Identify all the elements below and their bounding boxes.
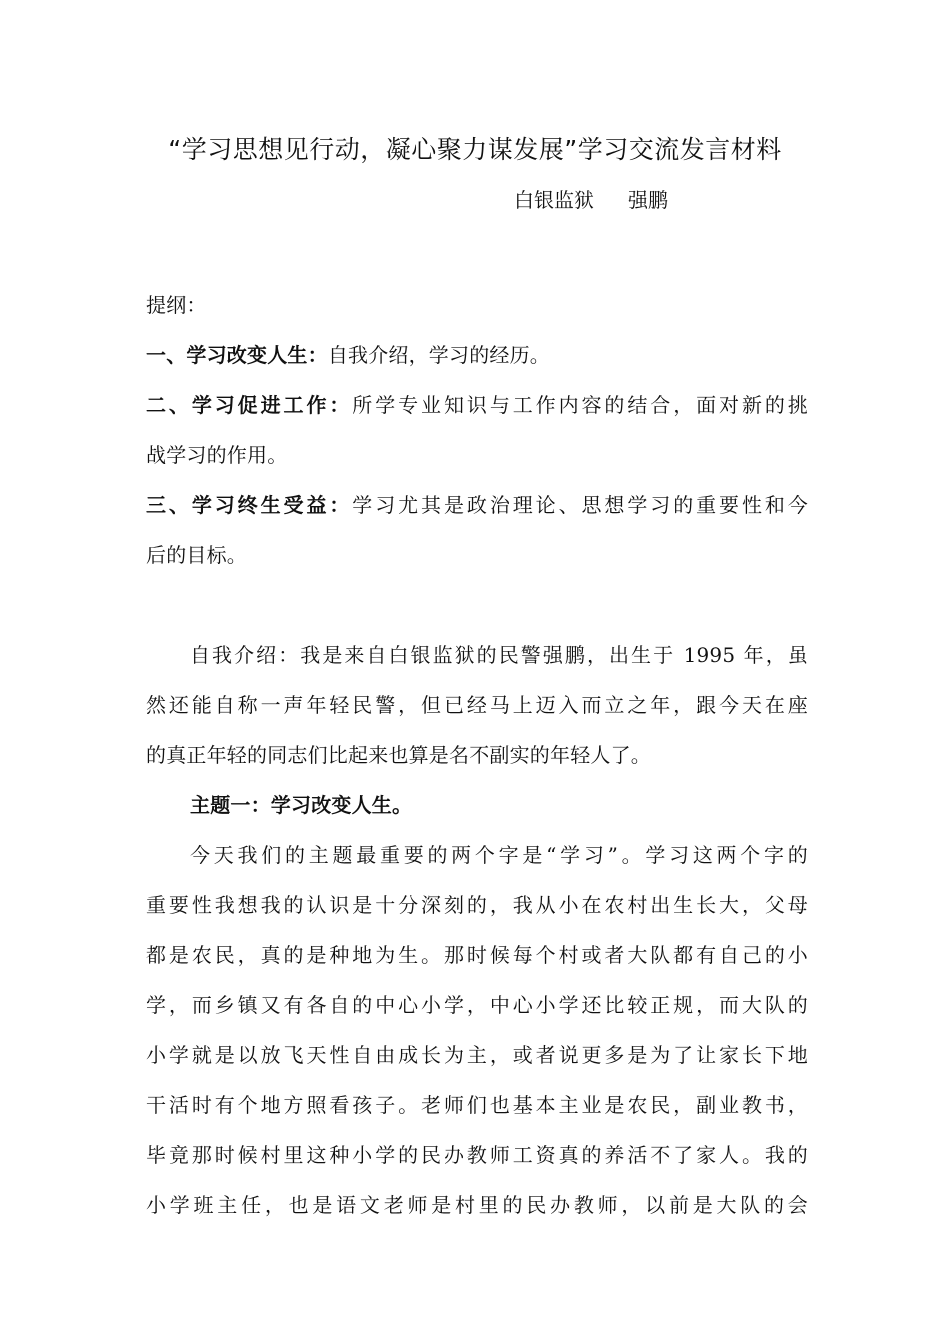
outline-item-1 xyxy=(146,330,808,380)
paragraph-spacer xyxy=(146,580,808,630)
theme-one-heading: 主题一：学习改变人生。 xyxy=(190,793,413,817)
outline-item-3-continued: 后的目标。 xyxy=(146,543,247,567)
theme-one-paragraph-line: 小学就是以放飞天性自由成长为主，或者说更多是为了让家长下地 xyxy=(146,1043,808,1067)
theme-one-paragraph-line: 学，而乡镇又有各自的中心小学，中心小学还比较正规，而大队的 xyxy=(146,993,808,1017)
theme-one-paragraph-line: 毕竟那时候村里这种小学的民办教师工资真的养活不了家人。我的 xyxy=(146,1143,808,1167)
intro-paragraph-line: 的真正年轻的同志们比起来也算是名不副实的年轻人了。 xyxy=(146,743,651,767)
document-title: “学习思想见行动，凝心聚力谋发展”学习交流发言材料 xyxy=(168,135,782,164)
theme-one-paragraph-line: 重要性我想我的认识是十分深刻的，我从小在农村出生长大，父母 xyxy=(146,893,808,917)
outline-item-3 xyxy=(146,480,808,530)
outline-label: 提纲： xyxy=(146,293,207,317)
outline-item-text: 学习尤其是政治理论、思想学习的重要性和今 xyxy=(352,493,808,517)
outline-item-heading: 一、学习改变人生： xyxy=(146,343,328,367)
author-unit: 白银监狱 xyxy=(514,188,594,212)
theme-one-paragraph-line: 今天我们的主题最重要的两个字是“学习”。学习这两个字的 xyxy=(190,843,808,867)
outline-item-text: 自我介绍，学习的经历。 xyxy=(327,343,551,367)
theme-one-paragraph-line: 小学班主任，也是语文老师是村里的民办教师，以前是大队的会 xyxy=(146,1193,808,1217)
theme-one-paragraph-line: 干活时有个地方照看孩子。老师们也基本主业是农民，副业教书， xyxy=(146,1093,808,1117)
outline-item-2 xyxy=(146,380,808,430)
author-name: 强鹏 xyxy=(628,188,668,212)
theme-one-paragraph-line: 都是农民，真的是种地为生。那时候每个村或者大队都有自己的小 xyxy=(146,943,808,967)
document-body xyxy=(146,280,808,1230)
byline xyxy=(514,184,668,216)
outline-item-heading: 二、学习促进工作： xyxy=(146,393,353,417)
outline-item-2-continued: 战学习的作用。 xyxy=(146,443,288,467)
intro-paragraph-line: 自我介绍：我是来自白银监狱的民警强鹏，出生于 1995 年，虽 xyxy=(190,643,808,667)
intro-paragraph-line: 然还能自称一声年轻民警，但已经马上迈入而立之年，跟今天在座 xyxy=(146,693,808,717)
outline-item-text: 所学专业知识与工作内容的结合，面对新的挑 xyxy=(352,393,808,417)
outline-item-heading: 三、学习终生受益： xyxy=(146,493,353,517)
